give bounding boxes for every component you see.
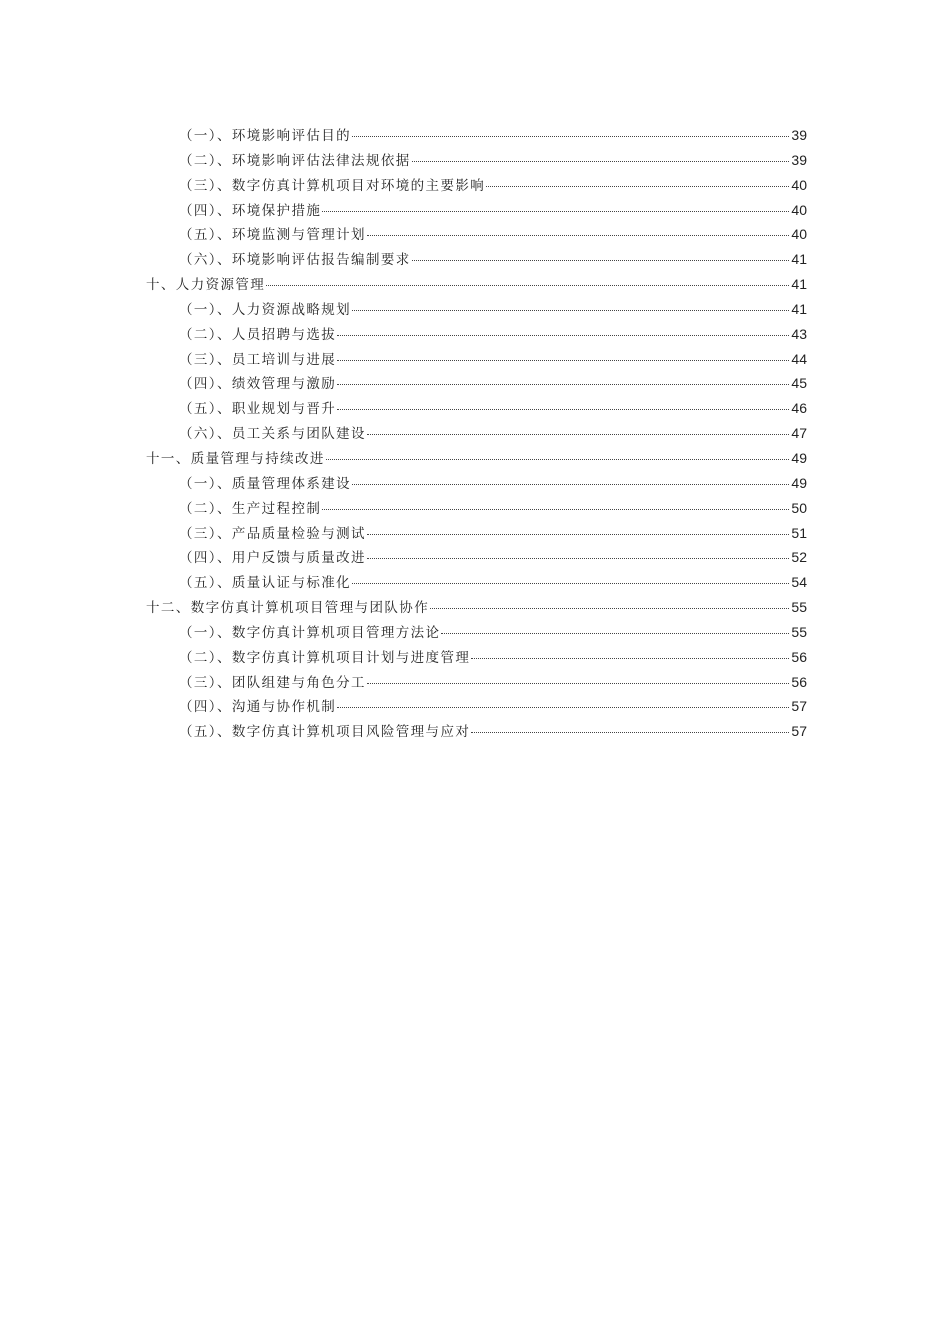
toc-entry-title: （四）、绩效管理与激励 xyxy=(179,376,337,393)
toc-entry-title: （三）、数字仿真计算机项目对环境的主要影响 xyxy=(179,177,486,194)
toc-leader-dots xyxy=(322,211,789,212)
toc-entry-title: 十、人力资源管理 xyxy=(146,277,266,294)
toc-section-entry[interactable] xyxy=(146,695,807,720)
toc-leader-dots xyxy=(367,235,789,236)
toc-section-entry[interactable] xyxy=(146,472,807,497)
toc-leader-dots xyxy=(430,608,789,609)
toc-entry-title: 十一、质量管理与持续改进 xyxy=(146,450,325,467)
toc-section-entry[interactable] xyxy=(146,372,807,397)
toc-page-number: 57 xyxy=(791,698,807,715)
toc-leader-dots xyxy=(352,583,789,584)
toc-page-number: 43 xyxy=(791,325,807,342)
toc-page-number: 39 xyxy=(791,127,807,143)
toc-leader-dots xyxy=(367,534,789,535)
toc-entry-title: （一）、环境影响评估目的 xyxy=(179,128,352,144)
toc-chapter-entry[interactable] xyxy=(146,273,807,298)
toc-leader-dots xyxy=(412,260,790,261)
toc-section-entry[interactable] xyxy=(146,124,807,149)
toc-leader-dots xyxy=(352,484,789,485)
toc-chapter-entry[interactable] xyxy=(146,596,807,621)
toc-leader-dots xyxy=(367,558,789,559)
toc-section-entry[interactable] xyxy=(146,497,807,522)
toc-page-number: 40 xyxy=(791,226,807,243)
toc-leader-dots xyxy=(326,459,790,460)
toc-page-number: 45 xyxy=(791,375,807,392)
toc-leader-dots xyxy=(337,707,789,708)
toc-leader-dots xyxy=(352,310,789,311)
toc-entry-title: （三）、团队组建与角色分工 xyxy=(179,674,366,691)
toc-leader-dots xyxy=(352,136,789,137)
toc-page-number: 41 xyxy=(791,300,807,317)
toc-page-number: 40 xyxy=(791,176,807,193)
toc-leader-dots xyxy=(337,335,789,336)
toc-leader-dots xyxy=(322,509,789,510)
toc-entry-title: （四）、沟通与协作机制 xyxy=(179,699,337,716)
toc-leader-dots xyxy=(367,683,789,684)
toc-section-entry[interactable] xyxy=(146,174,807,199)
toc-page-number: 41 xyxy=(791,251,807,268)
toc-leader-dots xyxy=(412,161,790,162)
toc-section-entry[interactable] xyxy=(146,223,807,248)
toc-section-entry[interactable] xyxy=(146,298,807,323)
toc-page-number: 56 xyxy=(791,673,807,690)
toc-leader-dots xyxy=(337,409,789,410)
toc-page-number: 49 xyxy=(791,449,807,466)
toc-entry-title: （一）、质量管理体系建设 xyxy=(179,475,352,492)
toc-entry-title: （五）、环境监测与管理计划 xyxy=(179,227,366,244)
toc-leader-dots xyxy=(337,384,789,385)
toc-entry-title: （一）、数字仿真计算机项目管理方法论 xyxy=(179,624,441,641)
toc-entry-title: （一）、人力资源战略规划 xyxy=(179,301,352,318)
toc-entry-title: （六）、员工关系与团队建设 xyxy=(179,426,366,443)
toc-section-entry[interactable] xyxy=(146,323,807,348)
toc-section-entry[interactable] xyxy=(146,397,807,422)
toc-page-number: 39 xyxy=(791,151,807,168)
toc-entry-title: （四）、用户反馈与质量改进 xyxy=(179,550,366,567)
toc-entry-title: （四）、环境保护措施 xyxy=(179,202,322,219)
toc-entry-title: （六）、环境影响评估报告编制要求 xyxy=(179,252,411,269)
toc-section-entry[interactable] xyxy=(146,571,807,596)
toc-section-entry[interactable] xyxy=(146,646,807,671)
toc-section-entry[interactable] xyxy=(146,149,807,174)
toc-page-number: 40 xyxy=(791,201,807,218)
toc-section-entry[interactable] xyxy=(146,671,807,696)
toc-entry-title: （二）、人员招聘与选拔 xyxy=(179,326,337,343)
toc-chapter-entry[interactable] xyxy=(146,447,807,472)
toc-page-number: 49 xyxy=(791,474,807,491)
toc-entry-title: （三）、员工培训与进展 xyxy=(179,351,337,368)
toc-entry-title: （五）、数字仿真计算机项目风险管理与应对 xyxy=(179,724,471,741)
toc-page-number: 51 xyxy=(791,524,807,541)
toc-entry-title: （二）、生产过程控制 xyxy=(179,500,322,517)
toc-section-entry[interactable] xyxy=(146,422,807,447)
toc-page-number: 57 xyxy=(791,723,807,740)
toc-page-number: 55 xyxy=(791,599,807,616)
toc-page-number: 44 xyxy=(791,350,807,367)
toc-page-number: 52 xyxy=(791,549,807,566)
toc-entry-title: （五）、职业规划与晋升 xyxy=(179,401,337,418)
toc-page-number: 46 xyxy=(791,400,807,417)
toc-leader-dots xyxy=(486,186,789,187)
toc-entry-title: （五）、质量认证与标准化 xyxy=(179,575,352,592)
toc-section-entry[interactable] xyxy=(146,546,807,571)
toc-page-number: 56 xyxy=(791,648,807,665)
toc-leader-dots xyxy=(471,732,789,733)
toc-page-number: 41 xyxy=(791,276,807,293)
toc-section-entry[interactable] xyxy=(146,248,807,273)
toc-section-entry[interactable] xyxy=(146,199,807,224)
toc-leader-dots xyxy=(337,360,789,361)
toc-leader-dots xyxy=(441,633,789,634)
toc-page-number: 47 xyxy=(791,425,807,442)
table-of-contents xyxy=(146,124,807,745)
toc-page-number: 54 xyxy=(791,574,807,591)
toc-section-entry[interactable] xyxy=(146,621,807,646)
toc-entry-title: （二）、数字仿真计算机项目计划与进度管理 xyxy=(179,649,471,666)
toc-section-entry[interactable] xyxy=(146,348,807,373)
toc-section-entry[interactable] xyxy=(146,720,807,745)
toc-entry-title: 十二、数字仿真计算机项目管理与团队协作 xyxy=(146,600,430,617)
toc-leader-dots xyxy=(266,285,789,286)
toc-section-entry[interactable] xyxy=(146,522,807,547)
toc-page-number: 55 xyxy=(791,623,807,640)
toc-entry-title: （二）、环境影响评估法律法规依据 xyxy=(179,152,411,169)
toc-page-number: 50 xyxy=(791,499,807,516)
toc-entry-title: （三）、产品质量检验与测试 xyxy=(179,525,366,542)
toc-leader-dots xyxy=(367,434,789,435)
toc-leader-dots xyxy=(471,658,789,659)
